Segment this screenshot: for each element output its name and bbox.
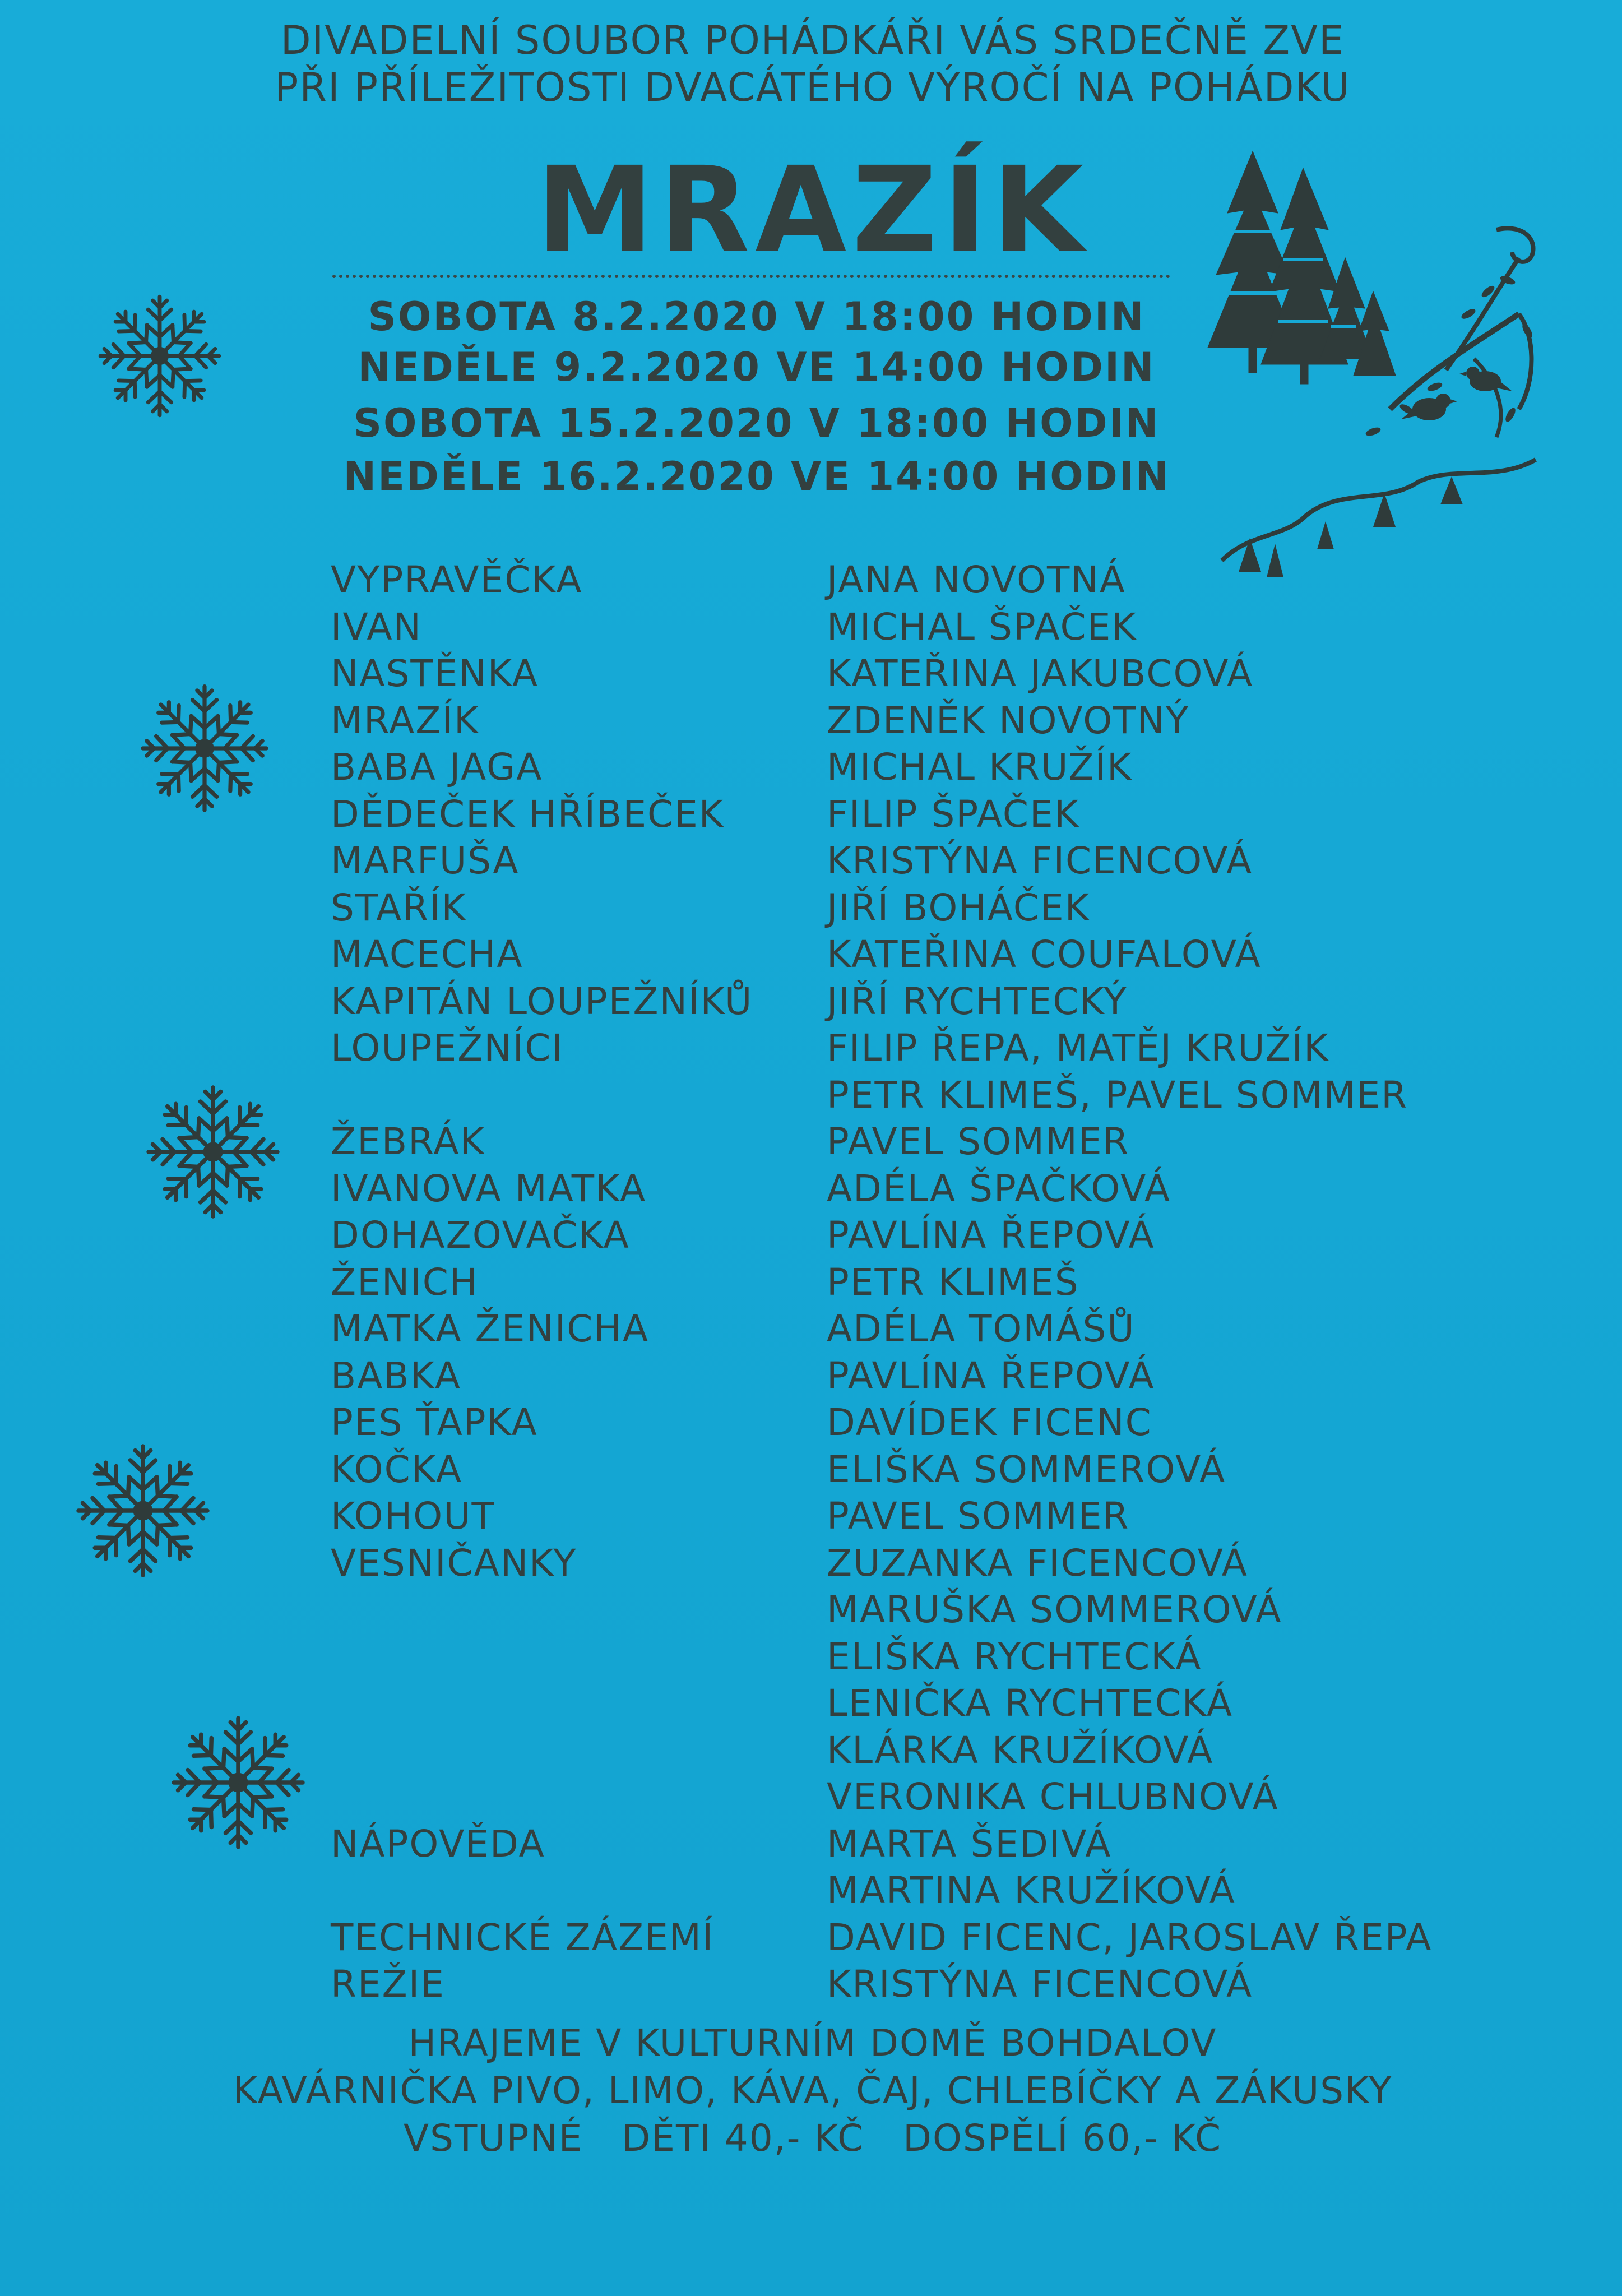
- cast-role: ŽENICH: [331, 1261, 479, 1304]
- cast-role: TECHNICKÉ ZÁZEMÍ: [331, 1916, 715, 1959]
- cast-role: MRAZÍK: [331, 699, 480, 742]
- cafe-line: KAVÁRNIČKA PIVO, LIMO, KÁVA, ČAJ, CHLEBÍČKY A ZÁKUSKY: [233, 2069, 1393, 2112]
- cast-role: MATKA ŽENICHA: [331, 1307, 650, 1350]
- cast-role: DĚDEČEK HŘÍBEČEK: [331, 793, 725, 836]
- cast-actor: KATEŘINA JAKUBCOVÁ: [827, 652, 1254, 695]
- performance-date: SOBOTA 8.2.2020 V 18:00 HODIN: [368, 294, 1146, 340]
- cast-role: NASTĚNKA: [331, 652, 539, 695]
- cast-actor: MARTA ŠEDIVÁ: [827, 1822, 1112, 1866]
- cast-role: DOHAZOVAČKA: [331, 1214, 630, 1257]
- cast-role: VYPRAVĚČKA: [331, 558, 583, 601]
- snowflake-icon: [95, 291, 224, 420]
- cast-actor: JANA NOVOTNÁ: [827, 558, 1126, 601]
- cast-role: IVANOVA MATKA: [331, 1167, 647, 1210]
- cast-actor: DAVÍDEK FICENC: [827, 1401, 1152, 1444]
- cast-actor: PAVEL SOMMER: [827, 1120, 1130, 1163]
- cast-actor: KATEŘINA COUFALOVÁ: [827, 933, 1262, 976]
- cast-role: ŽEBRÁK: [331, 1120, 485, 1163]
- cast-actor: VERONIKA CHLUBNOVÁ: [827, 1775, 1279, 1818]
- cast-actor: ADÉLA TOMÁŠŮ: [827, 1307, 1136, 1350]
- intro-line-2: PŘI PŘÍLEŽITOSTI DVACÁTÉHO VÝROČÍ NA POHÁDKU: [275, 64, 1351, 110]
- cast-actor: KRISTÝNA FICENCOVÁ: [827, 1962, 1253, 2006]
- winter-trees-birds-icon: [1205, 146, 1541, 594]
- cast-role: KOHOUT: [331, 1494, 495, 1538]
- cast-role: PES ŤAPKA: [331, 1401, 538, 1444]
- snowflake-icon: [137, 681, 272, 816]
- cast-actor: PETR KLIMEŠ: [827, 1261, 1079, 1304]
- cast-actor: PAVLÍNA ŘEPOVÁ: [827, 1214, 1155, 1257]
- cast-actor: PETR KLIMEŠ, PAVEL SOMMER: [827, 1073, 1408, 1117]
- cast-actor: LENIČKA RYCHTECKÁ: [827, 1682, 1234, 1725]
- cast-actor: KRISTÝNA FICENCOVÁ: [827, 839, 1253, 882]
- cast-role: STAŘÍK: [331, 886, 467, 929]
- performance-date: NEDĚLE 16.2.2020 VE 14:00 HODIN: [343, 453, 1170, 499]
- cast-role: KOČKA: [331, 1448, 462, 1491]
- poster-title: MRAZÍK: [536, 141, 1090, 279]
- performance-date: NEDĚLE 9.2.2020 VE 14:00 HODIN: [358, 344, 1156, 390]
- cast-actor: MARUŠKA SOMMEROVÁ: [827, 1588, 1282, 1631]
- cast-actor: PAVLÍNA ŘEPOVÁ: [827, 1354, 1155, 1397]
- cast-actor: MARTINA KRUŽÍKOVÁ: [827, 1869, 1236, 1912]
- cast-actor: ZUZANKA FICENCOVÁ: [827, 1542, 1248, 1585]
- cast-actor: KLÁRKA KRUŽÍKOVÁ: [827, 1729, 1214, 1772]
- cast-role: VESNIČANKY: [331, 1542, 577, 1585]
- snowflake-icon: [143, 1082, 283, 1222]
- cast-role: MARFUŠA: [331, 839, 520, 882]
- cast-actor: JIŘÍ BOHÁČEK: [827, 886, 1090, 929]
- admission-line: VSTUPNÉ DĚTI 40,- KČ DOSPĚLÍ 60,- KČ: [403, 2117, 1222, 2160]
- cast-actor: ELIŠKA SOMMEROVÁ: [827, 1448, 1226, 1491]
- cast-role: MACECHA: [331, 933, 523, 976]
- snowflake-icon: [168, 1712, 308, 1853]
- cast-role: REŽIE: [331, 1962, 445, 2006]
- cast-role: KAPITÁN LOUPEŽNÍKŮ: [331, 980, 753, 1023]
- performance-date: SOBOTA 15.2.2020 V 18:00 HODIN: [353, 400, 1160, 446]
- cast-role: BABA JAGA: [331, 746, 543, 789]
- cast-role: NÁPOVĚDA: [331, 1822, 545, 1866]
- cast-actor: ELIŠKA RYCHTECKÁ: [827, 1635, 1202, 1678]
- cast-actor: ADÉLA ŠPAČKOVÁ: [827, 1167, 1171, 1210]
- cast-actor: PAVEL SOMMER: [827, 1494, 1130, 1538]
- cast-actor: MICHAL KRUŽÍK: [827, 746, 1133, 789]
- cast-role: BABKA: [331, 1354, 461, 1397]
- cast-role: LOUPEŽNÍCI: [331, 1026, 564, 1070]
- intro-line-1: DIVADELNÍ SOUBOR POHÁDKÁŘI VÁS SRDEČNĚ ZVE: [280, 17, 1345, 63]
- snowflake-icon: [73, 1441, 213, 1581]
- cast-actor: MICHAL ŠPAČEK: [827, 605, 1137, 649]
- venue-line: HRAJEME V KULTURNÍM DOMĚ BOHDALOV: [408, 2021, 1217, 2064]
- dotted-divider: [332, 275, 1170, 278]
- cast-actor: FILIP ŠPAČEK: [827, 793, 1079, 836]
- cast-actor: ZDENĚK NOVOTNÝ: [827, 699, 1190, 742]
- cast-role: IVAN: [331, 605, 422, 649]
- cast-actor: JIŘÍ RYCHTECKÝ: [827, 980, 1128, 1023]
- cast-actor: DAVID FICENC, JAROSLAV ŘEPA: [827, 1916, 1433, 1959]
- cast-actor: FILIP ŘEPA, MATĚJ KRUŽÍK: [827, 1026, 1329, 1070]
